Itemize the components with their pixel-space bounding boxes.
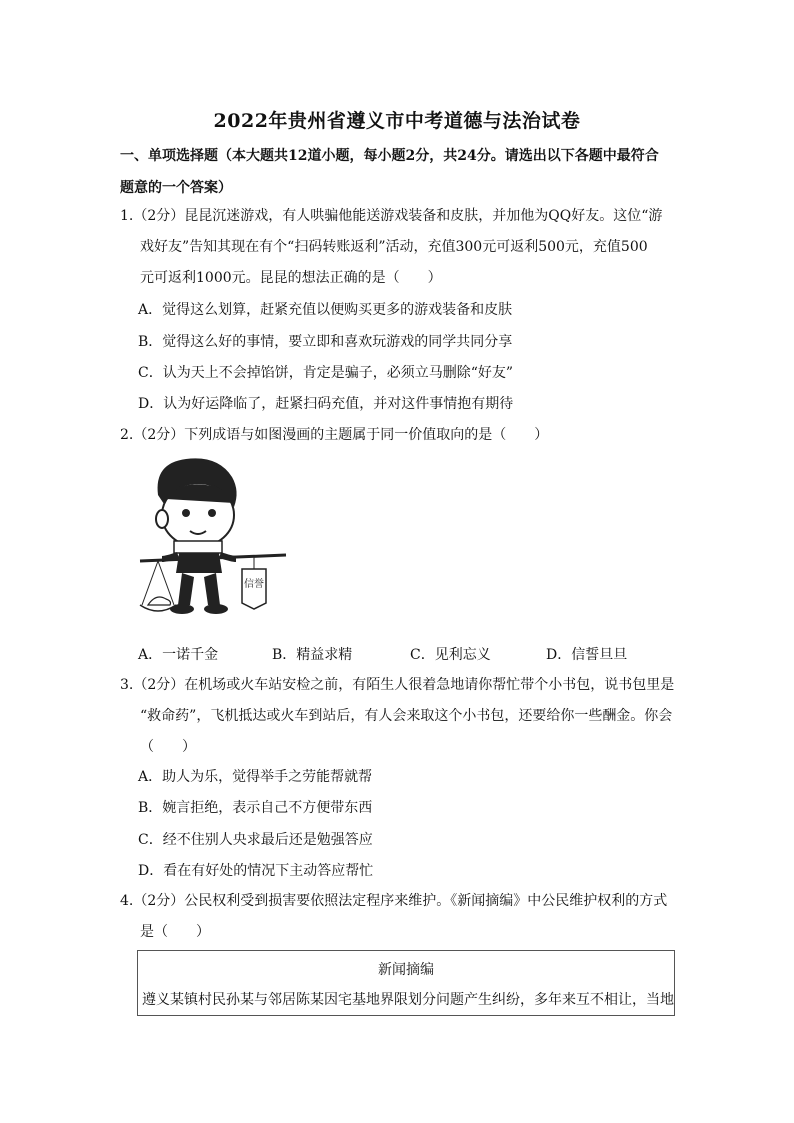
cartoon-boy-with-scale bbox=[136, 455, 296, 630]
option-d: D．认为好运降临了，赶紧扫码充值，并对这件事情抱有期待 bbox=[138, 396, 514, 412]
option-c: C．认为天上不会掉馅饼，肯定是骗子，必须立马删除“好友” bbox=[138, 365, 514, 381]
question-2 bbox=[120, 420, 680, 451]
question-1 bbox=[120, 201, 680, 294]
option-c: C．见利忘义 bbox=[410, 647, 491, 663]
option-b: B．精益求精 bbox=[272, 647, 353, 663]
question-4 bbox=[120, 886, 680, 948]
option-b: B．婉言拒绝，表示自己不方便带东西 bbox=[138, 800, 373, 816]
question-text: 戏好友”告知其现在有个“扫码转账返利”活动，充值300元可返利500元，充值500 bbox=[140, 239, 648, 255]
question-2-options bbox=[138, 644, 678, 664]
section-heading-line: 一、单项选择题（本大题共12道小题，每小题2分，共24分。请选出以下各题中最符合 bbox=[120, 148, 659, 164]
option-b: B．觉得这么好的事情，要立即和喜欢玩游戏的同学共同分享 bbox=[138, 334, 513, 350]
option-d: D．看在有好处的情况下主动答应帮忙 bbox=[138, 863, 374, 879]
question-text: 2.（2分）下列成语与如图漫画的主题属于同一价值取向的是（ ） bbox=[120, 427, 549, 443]
question-text: （ ） bbox=[140, 739, 196, 755]
option-a: A．觉得这么划算，赶紧充值以便购买更多的游戏装备和皮肤 bbox=[138, 302, 513, 318]
section-heading-line: 题意的一个答案） bbox=[120, 180, 232, 196]
news-excerpt-text: 遵义某镇村民孙某与邻居陈某因宅基地界限划分问题产生纠纷，多年来互不相让，当地 bbox=[142, 992, 674, 1008]
page-title: 2022年贵州省遵义市中考道德与法治试卷 bbox=[213, 110, 581, 132]
question-text: 4.（2分）公民权利受到损害要依照法定程序来维护。《新闻摘编》中公民维护权利的方式 bbox=[120, 893, 668, 909]
news-excerpt-title: 新闻摘编 bbox=[378, 962, 434, 978]
question-text: 元可返利1000元。昆昆的想法正确的是（ ） bbox=[140, 270, 442, 286]
option-c: C．经不住别人央求最后还是勉强答应 bbox=[138, 832, 373, 848]
question-text: 3.（2分）在机场或火车站安检之前，有陌生人很着急地请你帮忙带个小书包，说书包里是 bbox=[120, 677, 675, 693]
news-excerpt-box bbox=[137, 950, 675, 1016]
question-text: 是（ ） bbox=[140, 924, 210, 940]
tag-label: 信誉 bbox=[244, 579, 264, 590]
question-3 bbox=[120, 670, 680, 763]
section-heading bbox=[120, 140, 680, 204]
option-a: A．助人为乐，觉得举手之劳能帮就帮 bbox=[138, 769, 373, 785]
option-d: D．信誓旦旦 bbox=[546, 647, 628, 663]
question-text: “救命药”，飞机抵达或火车到站后，有人会来取这个小书包，还要给你一些酬金。你会 bbox=[140, 708, 673, 724]
option-a: A．一诺千金 bbox=[138, 647, 219, 663]
question-text: 1.（2分）昆昆沉迷游戏，有人哄骗他能送游戏装备和皮肤，并加他为QQ好友。这位“游 bbox=[120, 208, 663, 224]
